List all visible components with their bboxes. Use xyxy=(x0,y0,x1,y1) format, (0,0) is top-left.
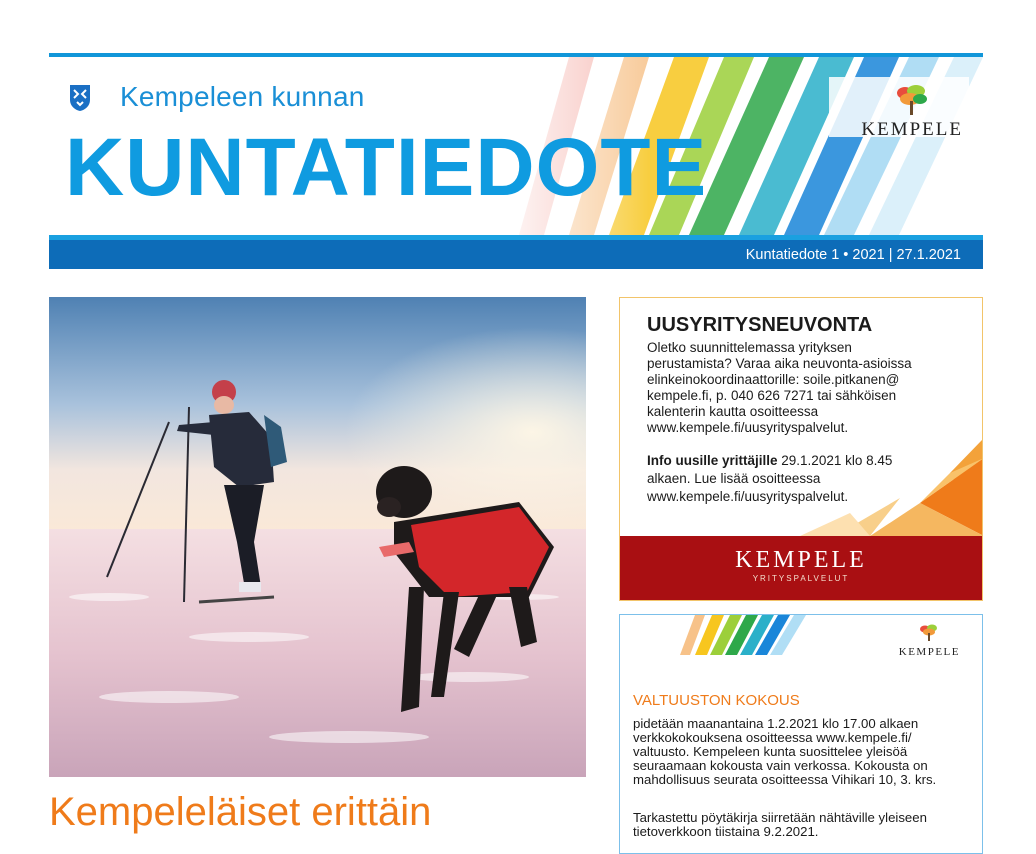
skier-with-dog-photo xyxy=(49,297,586,777)
municipal-crest-icon xyxy=(69,84,91,112)
box-paragraph-info xyxy=(647,452,937,506)
issue-info-text: Kuntatiedote 1 • 2021 | 27.1.2021 xyxy=(745,247,961,263)
tree-logo-icon xyxy=(894,83,930,117)
masthead xyxy=(49,57,983,235)
band-wordmark: KEMPELE xyxy=(735,547,867,573)
masthead-title: KUNTATIEDOTE xyxy=(65,122,708,213)
cover-photo xyxy=(49,297,586,777)
color-stripes-decoration xyxy=(620,615,820,655)
masthead-kicker: Kempeleen kunnan xyxy=(120,81,365,112)
box-paragraph: pidetään maanantaina 1.2.2021 klo 17.00 alkaen verkkokokouksena osoitteessa www.kempele.fi/ valtuusto. Kempeleen kunta suosittelee yleisöä seuraamaan kokousta vain verkossa. Kokousta on mahdollisuus seurata osoitteessa Vihikari 10, 3. krs. xyxy=(633,716,937,787)
issue-info-bar xyxy=(49,235,983,269)
kempele-logo xyxy=(861,83,963,141)
box-title: UUSYRITYSNEUVONTA xyxy=(647,314,873,336)
info-bold-lead: Info uusille yrittäjille xyxy=(647,453,778,468)
kempele-yrityspalvelut-band xyxy=(620,536,982,600)
band-subtitle: YRITYSPALVELUT xyxy=(752,574,850,583)
lead-headline: Kempeleläiset erittäin xyxy=(49,790,432,834)
logo-wordmark: KEMPELE xyxy=(898,646,960,658)
logo-wordmark: KEMPELE xyxy=(861,119,963,140)
tree-logo-icon xyxy=(919,623,939,641)
info-rest: 29.1.2021 klo 8.45 alkaen. Lue lisää osoitteessa www.kempele.fi/uusyrityspalvelut. xyxy=(647,453,893,504)
box-paragraph-2: Tarkastettu pöytäkirja siirretään nähtäville yleiseen tietoverkkoon tiistaina 9.2.2021. xyxy=(633,810,927,839)
kempele-logo-small xyxy=(899,623,960,658)
box-title: VALTUUSTON KOKOUS xyxy=(633,692,800,709)
startup-advice-box xyxy=(619,297,983,601)
box-paragraph: Oletko suunnittelemassa yrityksen perustamista? Varaa aika neuvonta-asioissa elinkeinokoordinaattorille: soile.pitkanen@ kempele.fi, p. 040 626 7271 tai sähköisen kalenterin kautta osoitteessa www.kempele.fi/uusyrityspalvelut. xyxy=(647,340,912,435)
council-meeting-box xyxy=(619,614,983,854)
